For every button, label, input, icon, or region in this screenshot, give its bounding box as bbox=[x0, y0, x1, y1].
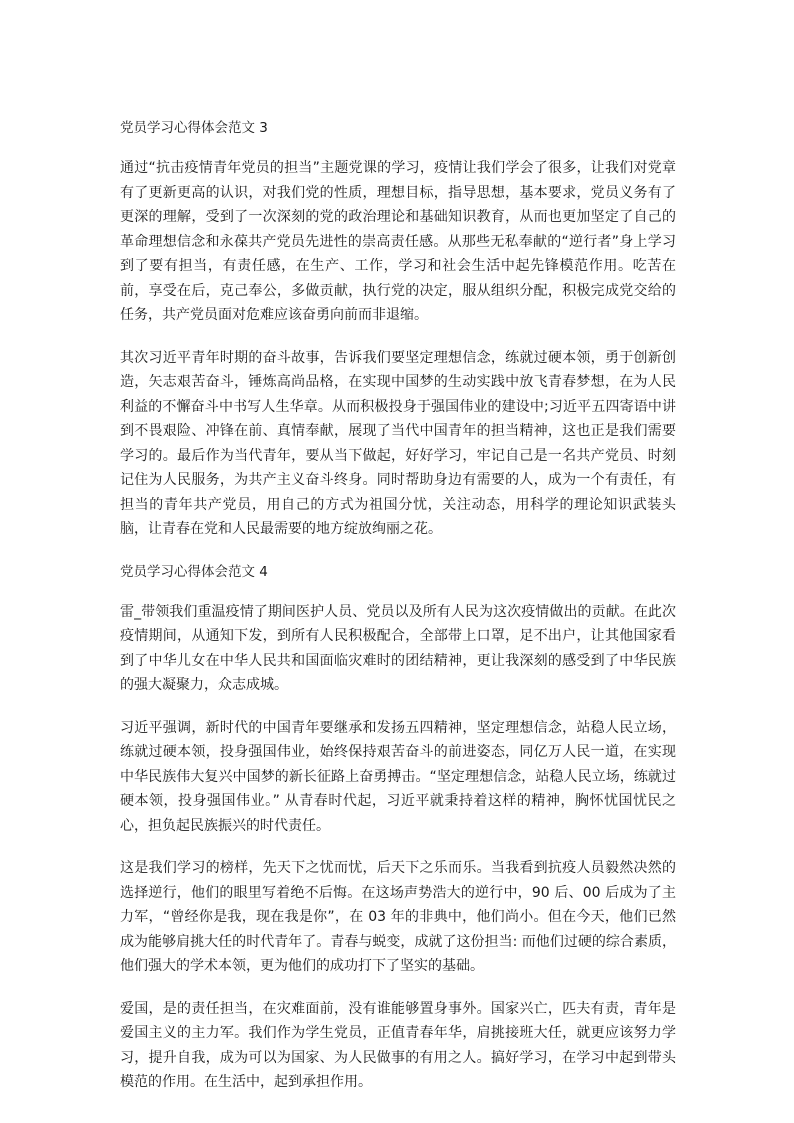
spacer bbox=[120, 979, 676, 997]
section-heading-3: 党员学习心得体会范文 3 bbox=[120, 120, 268, 136]
paragraph-3-1: 通过“抗击疫情青年党员的担当”主题党课的学习，疫情让我们学会了很多，让我们对党章有了更新更高的认识，对我们党的性质，理想目标，指导思想，基本要求，党员义务有了更深的理解，受到了一次深刻的党的政治理论和基础知识教育，从而也更加坚定了自己的革命理想信念和永葆共产党员先进性的崇高责任感。从那些无私奉献的“逆行者”身上学习到了要有担当，有责任感，在生产、工作，学习和社会生活中起先锋模范作用。吃苦在前，享受在后，克己奉公，多做贡献，执行党的决定，服从组织分配，积极完成党交给的任务，共产党员面对危难应该奋勇向前而非退缩。 bbox=[120, 160, 676, 323]
spacer bbox=[120, 542, 676, 560]
paragraph-4-2: 习近平强调，新时代的中国青年要继承和发扬五四精神，坚定理想信念，站稳人民立场，练就过硬本领，投身强国伟业，始终保持艰苦奋斗的前进姿态，同亿万人民一道，在实现中华民族伟大复兴中国梦的新长征路上奋勇搏击。“坚定理想信念，站稳人民立场，练就过硬本领，投身强国伟业。” 从青春时代起，习近平就秉持着这样的精神，胸怀忧国忧民之心，担负起民族振兴的时代责任。 bbox=[120, 719, 676, 834]
spacer bbox=[120, 838, 676, 856]
paragraph-3-2: 其次习近平青年时期的奋斗故事，告诉我们要坚定理想信念，练就过硬本领，勇于创新创造，矢志艰苦奋斗，锤炼高尚品格，在实现中国梦的生动实践中放飞青春梦想，在为人民利益的不懈奋斗中书写人生华章。从而积极投身于强国伟业的建设中;习近平五四寄语中讲到不畏艰险、冲锋在前、真情奉献，展现了当代中国青年的担当精神，这也正是我们需要学习的。最后作为当代青年，要从当下做起，好好学习，牢记自己是一名共产党员、时刻记住为人民服务，为共产主义奋斗终身。同时帮助身边有需要的人，成为一个有责任，有担当的青年共产党员，用自己的方式为祖国分忧，关注动态，用科学的理论知识武装头脑，让青春在党和人民最需要的地方绽放绚丽之花。 bbox=[120, 349, 676, 537]
spacer bbox=[120, 140, 676, 156]
paragraph-4-1: 雷_带领我们重温疫情了期间医护人员、党员以及所有人民为这次疫情做出的贡献。在此次疫情期间，从通知下发，到所有人民积极配合，全部带上口罩，足不出户，让其他国家看到了中华儿女在中华人民共和国面临灾难时的团结精神，更让我深刻的感受到了中华民族的强大凝聚力，众志成城。 bbox=[120, 603, 676, 693]
spacer bbox=[120, 328, 676, 346]
paragraph-4-3: 这是我们学习的榜样，先天下之忧而忧，后天下之乐而乐。当我看到抗疫人员毅然决然的选择逆行，他们的眼里写着绝不后悔。在这场声势浩大的逆行中，90 后、00 后成为了主力军，“曾经你是我，现在我是你”，在 03 年的非典中，他们尚小。但在今天，他们已然成为能够肩挑大任的时代青年了。青春与蜕变，成就了这份担当: 而他们过硬的综合素质，他们强大的学术本领，更为他们的成功打下了坚实的基础。 bbox=[120, 860, 676, 974]
spacer bbox=[120, 584, 676, 600]
paragraph-4-4: 爱国，是的责任担当，在灾难面前，没有谁能够置身事外。国家兴亡，匹夫有责，青年是爱国主义的主力军。我们作为学生党员，正值青春年华，肩挑接班大任，就更应该努力学习，提升自我，成为可以为国家、为人民做事的有用之人。搞好学习，在学习中起到带头模范的作用。在生活中，起到承担作用。 bbox=[120, 1000, 676, 1090]
section-heading-4: 党员学习心得体会范文 4 bbox=[120, 563, 268, 580]
document-body bbox=[120, 116, 676, 1095]
spacer bbox=[120, 698, 676, 716]
